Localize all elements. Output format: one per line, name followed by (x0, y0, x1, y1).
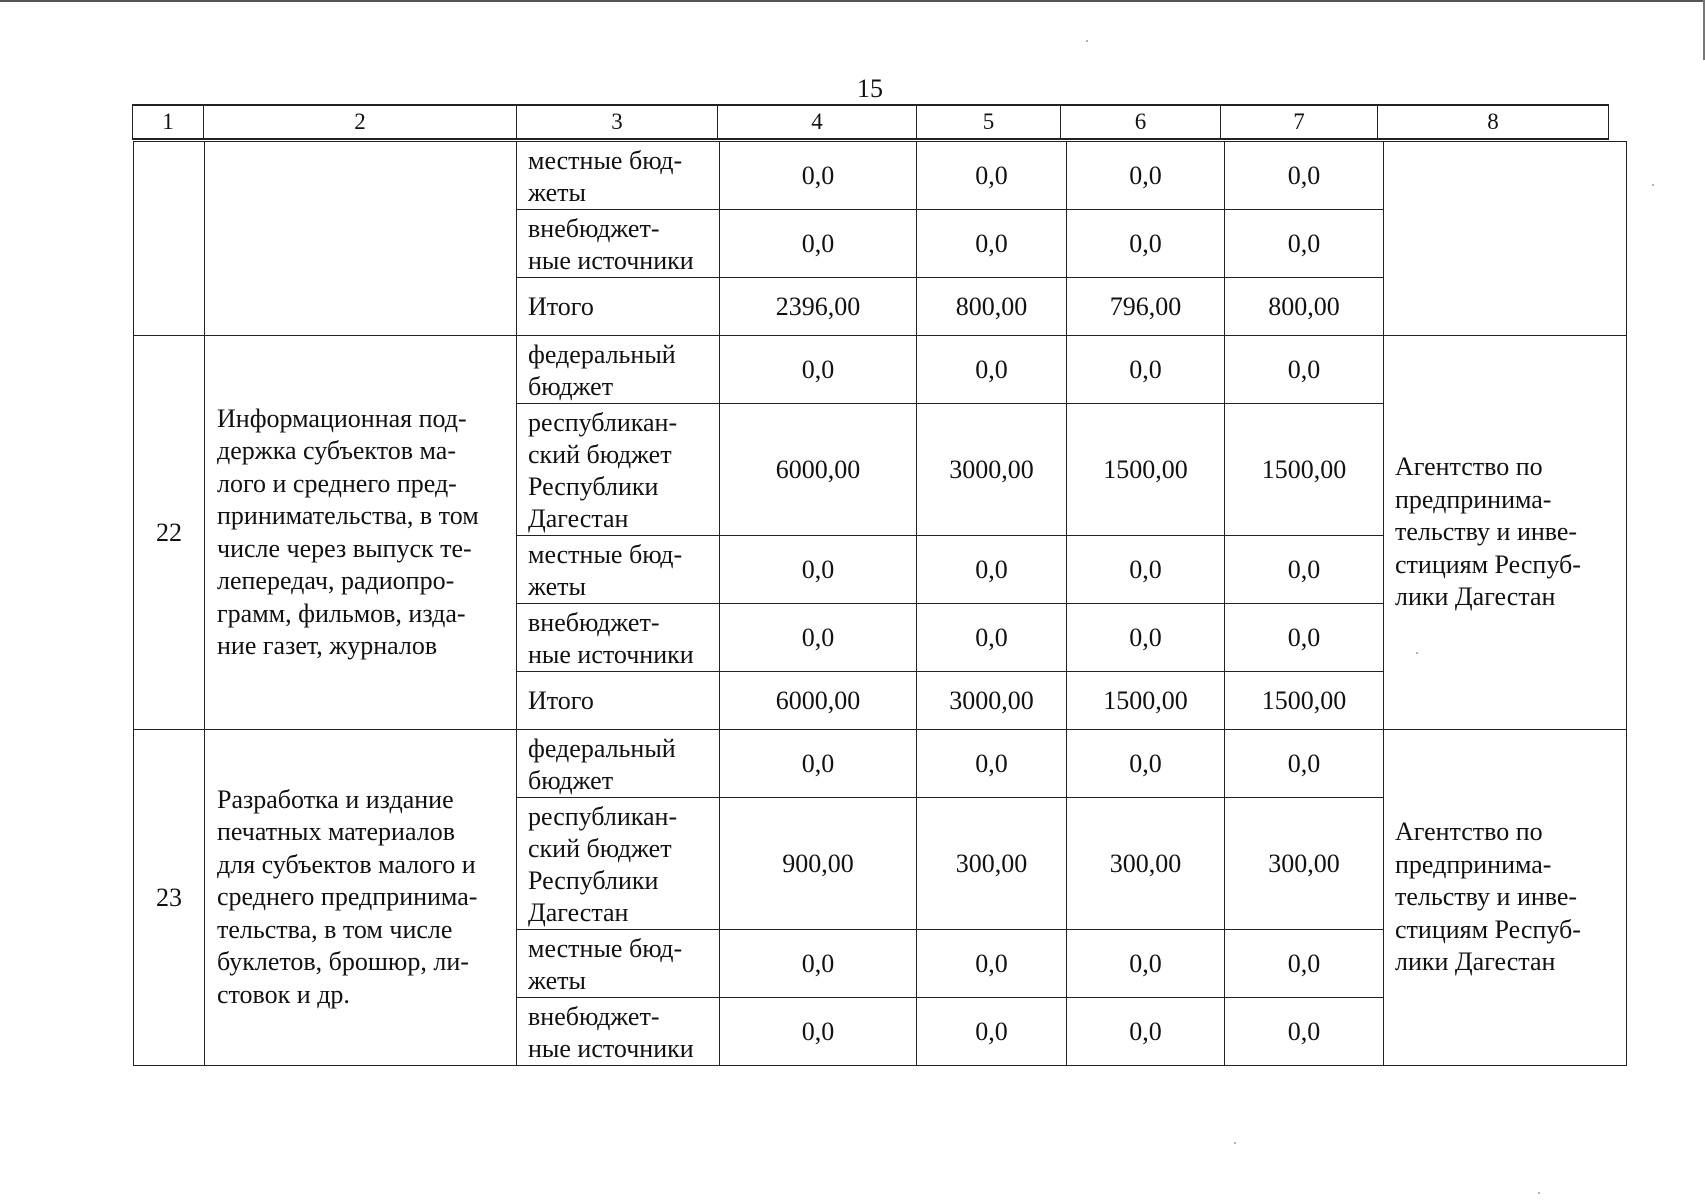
value-col-7: 0,0 (1225, 142, 1384, 210)
executor: Агентство по предпринима- тельству и инве- стициям Респуб- лики Дагестан (1384, 336, 1627, 730)
item-name: Разработка и издание печатных материалов для субъектов малого и среднего предпринима- тельства, в том числе буклетов, брошюр, ли- стовок и др. (205, 730, 517, 1066)
value-col-6: 0,0 (1067, 604, 1225, 672)
total-col-5: 800,00 (917, 278, 1067, 336)
value-col-6: 300,00 (1067, 798, 1225, 930)
value-col-6: 0,0 (1067, 142, 1225, 210)
value-col-5: 0,0 (917, 336, 1067, 404)
header-col-4: 4 (718, 105, 917, 139)
funding-table (133, 141, 1627, 1066)
value-col-7: 0,0 (1225, 536, 1384, 604)
value-col-4: 0,0 (720, 930, 917, 998)
value-col-4: 0,0 (720, 536, 917, 604)
value-col-4: 0,0 (720, 210, 917, 278)
total-col-6: 796,00 (1067, 278, 1225, 336)
executor: Агентство по предпринима- тельству и инве- стициям Респуб- лики Дагестан (1384, 730, 1627, 1066)
total-col-4: 2396,00 (720, 278, 917, 336)
table-row (134, 336, 1627, 404)
value-col-6: 0,0 (1067, 930, 1225, 998)
item-number: 23 (134, 730, 205, 1066)
total-col-7: 1500,00 (1225, 672, 1384, 730)
total-col-4: 6000,00 (720, 672, 917, 730)
funding-source: местные бюд- жеты (517, 142, 720, 210)
value-col-4: 0,0 (720, 998, 917, 1066)
funding-source: местные бюд- жеты (517, 930, 720, 998)
value-col-7: 1500,00 (1225, 404, 1384, 536)
value-col-5: 0,0 (917, 930, 1067, 998)
header-col-6: 6 (1061, 105, 1221, 139)
total-col-6: 1500,00 (1067, 672, 1225, 730)
item-number: 22 (134, 336, 205, 730)
funding-source: федеральный бюджет (517, 336, 720, 404)
header-col-7: 7 (1221, 105, 1378, 139)
value-col-4: 900,00 (720, 798, 917, 930)
scan-speck (1086, 40, 1088, 42)
value-col-6: 0,0 (1067, 210, 1225, 278)
value-col-6: 0,0 (1067, 336, 1225, 404)
executor (1384, 142, 1627, 336)
value-col-5: 3000,00 (917, 404, 1067, 536)
value-col-4: 6000,00 (720, 404, 917, 536)
scan-speck (1538, 1192, 1540, 1194)
value-col-6: 1500,00 (1067, 404, 1225, 536)
funding-source: республикан- ский бюджет Республики Дагестан (517, 798, 720, 930)
column-number-header (132, 104, 1609, 140)
scan-speck (1652, 184, 1654, 186)
page-number: 15 (857, 74, 883, 103)
value-col-7: 0,0 (1225, 998, 1384, 1066)
item-name (205, 142, 517, 336)
value-col-4: 0,0 (720, 142, 917, 210)
funding-source: республикан- ский бюджет Республики Дагестан (517, 404, 720, 536)
header-col-2: 2 (204, 105, 517, 139)
header-col-5: 5 (917, 105, 1061, 139)
value-col-6: 0,0 (1067, 730, 1225, 798)
table-row (134, 730, 1627, 798)
value-col-5: 0,0 (917, 142, 1067, 210)
scan-speck (1234, 1142, 1236, 1144)
total-label: Итого (517, 278, 720, 336)
header-col-3: 3 (517, 105, 718, 139)
total-col-5: 3000,00 (917, 672, 1067, 730)
total-col-7: 800,00 (1225, 278, 1384, 336)
value-col-4: 0,0 (720, 336, 917, 404)
value-col-7: 0,0 (1225, 930, 1384, 998)
value-col-7: 0,0 (1225, 336, 1384, 404)
header-col-8: 8 (1378, 105, 1609, 139)
item-number (134, 142, 205, 336)
item-name: Информационная под- держка субъектов ма- лого и среднего пред- принимательства, в том числе через выпуск те- лепередач, радиопро- грамм, фильмов, изда- ние газет, журналов (205, 336, 517, 730)
scan-speck (1416, 652, 1418, 654)
value-col-7: 0,0 (1225, 210, 1384, 278)
header-col-1: 1 (133, 105, 204, 139)
value-col-5: 0,0 (917, 604, 1067, 672)
value-col-4: 0,0 (720, 730, 917, 798)
value-col-5: 0,0 (917, 536, 1067, 604)
value-col-6: 0,0 (1067, 536, 1225, 604)
funding-source: внебюджет- ные источники (517, 210, 720, 278)
table-row (134, 142, 1627, 210)
value-col-6: 0,0 (1067, 998, 1225, 1066)
value-col-7: 0,0 (1225, 730, 1384, 798)
value-col-7: 300,00 (1225, 798, 1384, 930)
total-label: Итого (517, 672, 720, 730)
scan-top-edge (0, 0, 1705, 2)
header-row (133, 105, 1609, 139)
funding-source: местные бюд- жеты (517, 536, 720, 604)
value-col-5: 0,0 (917, 210, 1067, 278)
value-col-5: 0,0 (917, 998, 1067, 1066)
funding-source: внебюджет- ные источники (517, 998, 720, 1066)
value-col-4: 0,0 (720, 604, 917, 672)
funding-source: внебюджет- ные источники (517, 604, 720, 672)
value-col-5: 300,00 (917, 798, 1067, 930)
funding-source: федеральный бюджет (517, 730, 720, 798)
value-col-7: 0,0 (1225, 604, 1384, 672)
value-col-5: 0,0 (917, 730, 1067, 798)
